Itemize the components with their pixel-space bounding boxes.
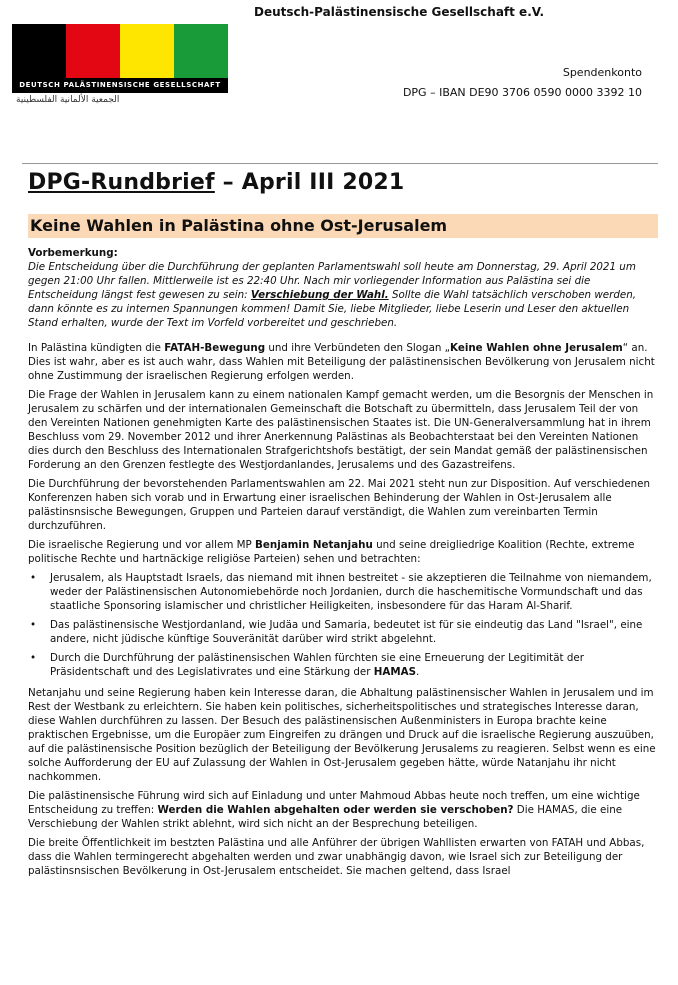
p6-text-c: Die HAMAS, die eine Verschiebung der Wahlen strikt ablehnt, wird sich nicht an der Besprechung beteiligen. [28,804,623,830]
p1-text-c: und ihre Verbündeten den Slogan „ [265,342,451,354]
title-main: DPG-Rundbrief [28,170,215,195]
paragraph-6 [28,789,660,831]
org-name: Deutsch-Palästinensische Gesellschaft e.V. [254,5,545,19]
flag-stripe-green [174,24,228,78]
paragraph-5: Netanjahu und seine Regierung haben kein Interesse daran, die Abhaltung palästinensischer Wahlen in Jerusalem und im Rest der Westbank zu erleichtern. Sie haben kein politisches, sicherheitspolitisches und strategisches Interesse daran, diese Wahlen durchführen zu lassen. Der Besuch des palästinensischen Außenministers in Europa brachte keine praktischen Ergebnisse, um die Europäer zum Eingreifen zu drängen und Druck auf die israelische Regierung auszuüben, auf die palästinensische Position bezüglich der Beteiligung der Bevölkerung Jerusalems zu reagieren. Selbst wenn es eine solche Aufforderung der EU auf Zulassung der Wahlen in Ost-Jerusalem gegeben hätte, würde Natanjahu ihr nicht nachkommen. [28,687,656,783]
paragraph-4 [28,538,660,566]
article-body [28,246,660,883]
p1-fatah: FATAH-Bewegung [164,342,266,354]
p1-text-a: In Palästina kündigten die [28,342,165,354]
dpg-logo [12,24,228,105]
preface-text [28,260,660,330]
preface-label: Vorbemerkung: [28,247,118,259]
p4-text-c: und seine dreigliedrige Koalition (Rechte, extreme politische Rechte und hartnäckige religiöse Parteien) sehen und betrachten: [28,539,635,565]
paragraph-7: Die breite Öffentlichkeit im bestzten Palästina und alle Anführer der übrigen Wahllisten erwarten von FATAH und Abbas, dass die Wahlen termingerecht abgehalten werden und zwar unabhängig davon, wie Israel sich zur Beteiligung der palästinsnsischen Bevölkerung in Ost-Jerusalem entscheidet. Sie machen geltend, dass Israel [28,837,645,877]
paragraph-3: Die Durchführung der bevorstehenden Parlamentswahlen am 22. Mai 2021 steht nun zur Disposition. Auf verschiedenen Konferenzen haben sich vorab und in Erwartung einer israelischen Behinderung der Wahlen in Ost-Jerusalem alle palästinsnsische Bewegungen, Gruppen und Parteien darauf verständigt, die Wahlen zum vereinbarten Termin durchzuführen. [28,478,651,532]
p4-text-a: Die israelische Regierung und vor allem MP [28,539,256,551]
list-item: • Jerusalem, als Hauptstadt Israels, das niemand mit ihnen bestreitet - sie akzeptieren die Teilnahme von niemandem, weder der Palästinensischen Autonomiebehörde noch Jordanien, durch die haschemitische Vormundschaft und das staatliche Sponsoring islamischer und christlicher Heiligkeiten, insbesondere für das Haram Al-Sharif. [28,571,660,613]
logo-band-text: DEUTSCH PALÄSTINENSISCHE GESELLSCHAFT [12,78,228,93]
p1-slogan: Keine Wahlen ohne Jerusalem [450,342,623,354]
section-heading: Keine Wahlen in Palästina ohne Ost-Jerusalem [28,214,658,238]
list-item: • Das palästinensische Westjordanland, wie Judäa und Samaria, bedeutet ist für sie eindeutig das Land "Israel", eine andere, nicht jüdische künftige Souveränität darüber wird strikt abgelehnt. [28,618,660,646]
p4-netanjahu: Benjamin Netanjahu [255,539,373,551]
logo-arabic-text: الجمعية الألمانية الفلسطينية [16,95,120,105]
title-date: – April III 2021 [214,170,405,195]
iban: DPG – IBAN DE90 3706 0590 0000 3392 10 [402,86,642,99]
flag-stripes [12,24,228,78]
page-title [28,170,404,195]
b3-text-c: . [416,666,420,678]
p6-question: Werden die Wahlen abgehalten oder werden sie verschoben? [157,804,514,816]
bullet-list [28,571,660,679]
p6-text-a: Die palästinensische Führung wird sich auf Einladung und unter Mahmoud Abbas heute noch treffen, um eine wichtige Entscheidung zu treffen: [28,790,640,816]
paragraph-2: Die Frage der Wahlen in Jerusalem kann zu einem nationalen Kampf gemacht werden, um die Besorgnis der Menschen in Jerusalem zu schärfen und der internationalen Gemeinschaft die Botschaft zu übermitteln, dass Jerusalem Teil der von den Vereinten Nationen genehmigten Karte des palästinensischen Staates ist. Die UN-Generalversammlung hat in ihrem Beschluss vom 29. November 2012 und ihrer Anerkennung Palästinas als Beobachterstaat bei den Vereinten Nationen dies durch den Beschluss des Internationalen Strafgerichtshofs bestätigt, der sein Mandat gemäß der palästinensischen Forderung an den Grenzen festlegte des Westjordanlandes, Jerusalems und des Gazastreifens. [28,389,654,471]
preface-text-2: Sollte die Wahl tatsächlich verschoben werden, dann könnte es zu internen Spannungen kommen! Damit Sie, liebe Mitglieder, liebe Leserin und Leser den aktuellen Stand erhalten, wurde der Text im Vorfeld vorbereitet und geschrieben. [28,289,637,329]
list-item [28,651,660,679]
paragraph-1 [28,341,660,383]
flag-stripe-yellow [120,24,174,78]
donation-account-label: Spendenkonto [562,66,642,79]
b3-text-a: Durch die Durchführung der palästinensischen Wahlen fürchten sie eine Erneuerung der Legitimität der Präsidentschaft und des Legislativrates und eine Stärkung der [50,652,584,678]
header-divider [22,163,658,164]
preface-text-1: Die Entscheidung über die Durchführung der geplanten Parlamentswahl soll heute am Donnerstag, 29. April 2021 um gegen 21:00 Uhr fallen. Mittlerweile ist es 22:40 Uhr. Nach mir vorliegender Information aus Palästina sei die Entscheidung längst fest gewesen zu sein: [28,261,636,301]
p1-text-e: “ an. Dies ist wahr, aber es ist auch wahr, dass Wahlen mit Beteiligung der palästinensischen Bevölkerung von Jerusalem nicht ohne Zustimmung der israelischen Regierung erfolgen werden. [28,342,655,382]
flag-stripe-red [66,24,120,78]
preface-emphasis: Verschiebung der Wahl. [250,289,389,301]
flag-stripe-black [12,24,66,78]
b3-hamas: HAMAS [373,666,416,678]
